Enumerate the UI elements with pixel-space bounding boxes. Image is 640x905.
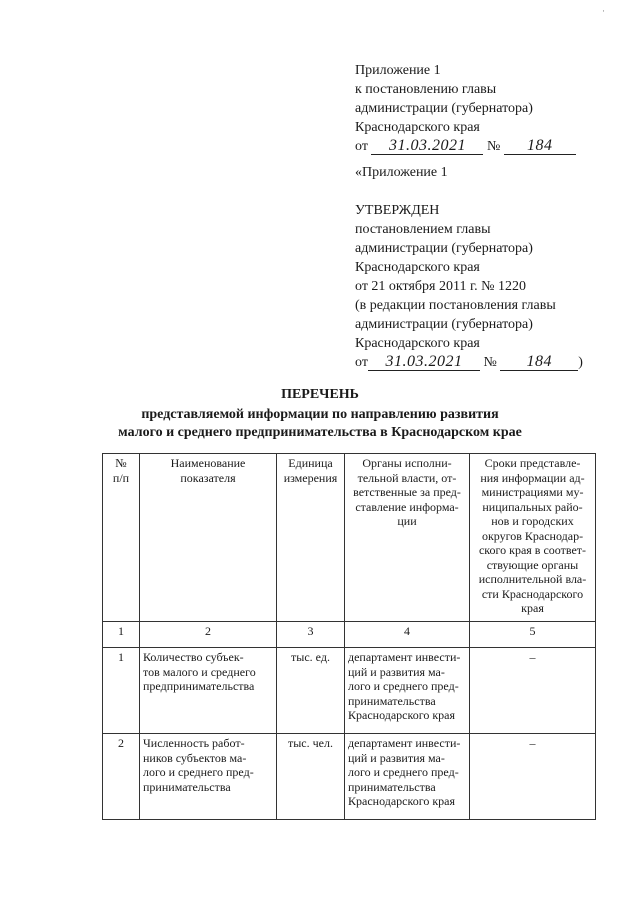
header-authority: Органы исполни- тельной власти, от- ветственные за пред- ставление информа- ции <box>345 454 470 622</box>
approved-line: (в редакции постановления главы <box>355 298 556 313</box>
number-handwritten: 184 <box>504 137 576 155</box>
appendix-reference: «Приложение 1 <box>355 165 448 180</box>
header-number: № п/п <box>103 454 140 622</box>
row-number: 2 <box>103 734 140 820</box>
approved-block <box>355 163 583 372</box>
table-header-row <box>103 454 596 622</box>
appendix-line: Краснодарского края <box>355 120 480 135</box>
appendix-line: к постановлению главы <box>355 82 497 97</box>
column-number: 4 <box>345 622 470 648</box>
document-subtitle: малого и среднего предпринимательства в Краснодарском крае <box>118 425 522 440</box>
appendix-block <box>355 61 576 156</box>
corner-mark: · <box>602 6 605 16</box>
indicator-table <box>102 453 596 820</box>
table-row <box>103 734 596 820</box>
number-sign: № <box>486 139 501 154</box>
header-deadline: Сроки представле- ния информации ад- министрациями му- ниципальных райо- нов и городских округов Краснодар- ского края в соответ- ствующие органы исполнительной вла- сти Краснодарского края <box>470 454 596 622</box>
number-sign: № <box>483 355 497 370</box>
column-number: 2 <box>140 622 277 648</box>
approved-line: от 21 октября 2011 г. № 1220 <box>355 279 526 294</box>
approved-line: администрации (губернатора) <box>355 317 533 332</box>
row-unit: тыс. ед. <box>277 648 345 734</box>
header-unit: Единица измерения <box>277 454 345 622</box>
row-deadline: – <box>470 648 596 734</box>
number-handwritten: 184 <box>500 353 578 371</box>
approved-heading: УТВЕРЖДЕН <box>355 203 440 218</box>
date-prefix: от <box>355 355 368 370</box>
row-number: 1 <box>103 648 140 734</box>
date-handwritten: 31.03.2021 <box>368 353 480 371</box>
appendix-title: Приложение 1 <box>355 63 441 78</box>
row-deadline: – <box>470 734 596 820</box>
table-row <box>103 648 596 734</box>
document-title: ПЕРЕЧЕНЬ <box>281 387 359 402</box>
header-indicator: Наименование показателя <box>140 454 277 622</box>
row-authority: департамент инвести- ций и развития ма- лого и среднего пред- принимательства Краснодарского края <box>345 734 470 820</box>
row-indicator: Численность работ- ников субъектов ма- лого и среднего пред- принимательства <box>140 734 277 820</box>
approved-date-line <box>355 353 583 372</box>
approved-line: постановлением главы <box>355 222 491 237</box>
appendix-date-line <box>355 137 576 156</box>
row-indicator: Количество субъек- тов малого и среднего предпринимательства <box>140 648 277 734</box>
table-column-numbers <box>103 622 596 648</box>
column-number: 3 <box>277 622 345 648</box>
date-handwritten: 31.03.2021 <box>371 137 483 155</box>
column-number: 1 <box>103 622 140 648</box>
date-prefix: от <box>355 139 368 154</box>
close-paren: ) <box>578 355 583 370</box>
row-unit: тыс. чел. <box>277 734 345 820</box>
document-subtitle: представляемой информации по направлению развития <box>141 407 499 422</box>
row-authority: департамент инвести- ций и развития ма- лого и среднего пред- принимательства Краснодарского края <box>345 648 470 734</box>
approved-line: администрации (губернатора) <box>355 241 533 256</box>
column-number: 5 <box>470 622 596 648</box>
approved-line: Краснодарского края <box>355 336 480 351</box>
approved-line: Краснодарского края <box>355 260 480 275</box>
appendix-line: администрации (губернатора) <box>355 101 533 116</box>
